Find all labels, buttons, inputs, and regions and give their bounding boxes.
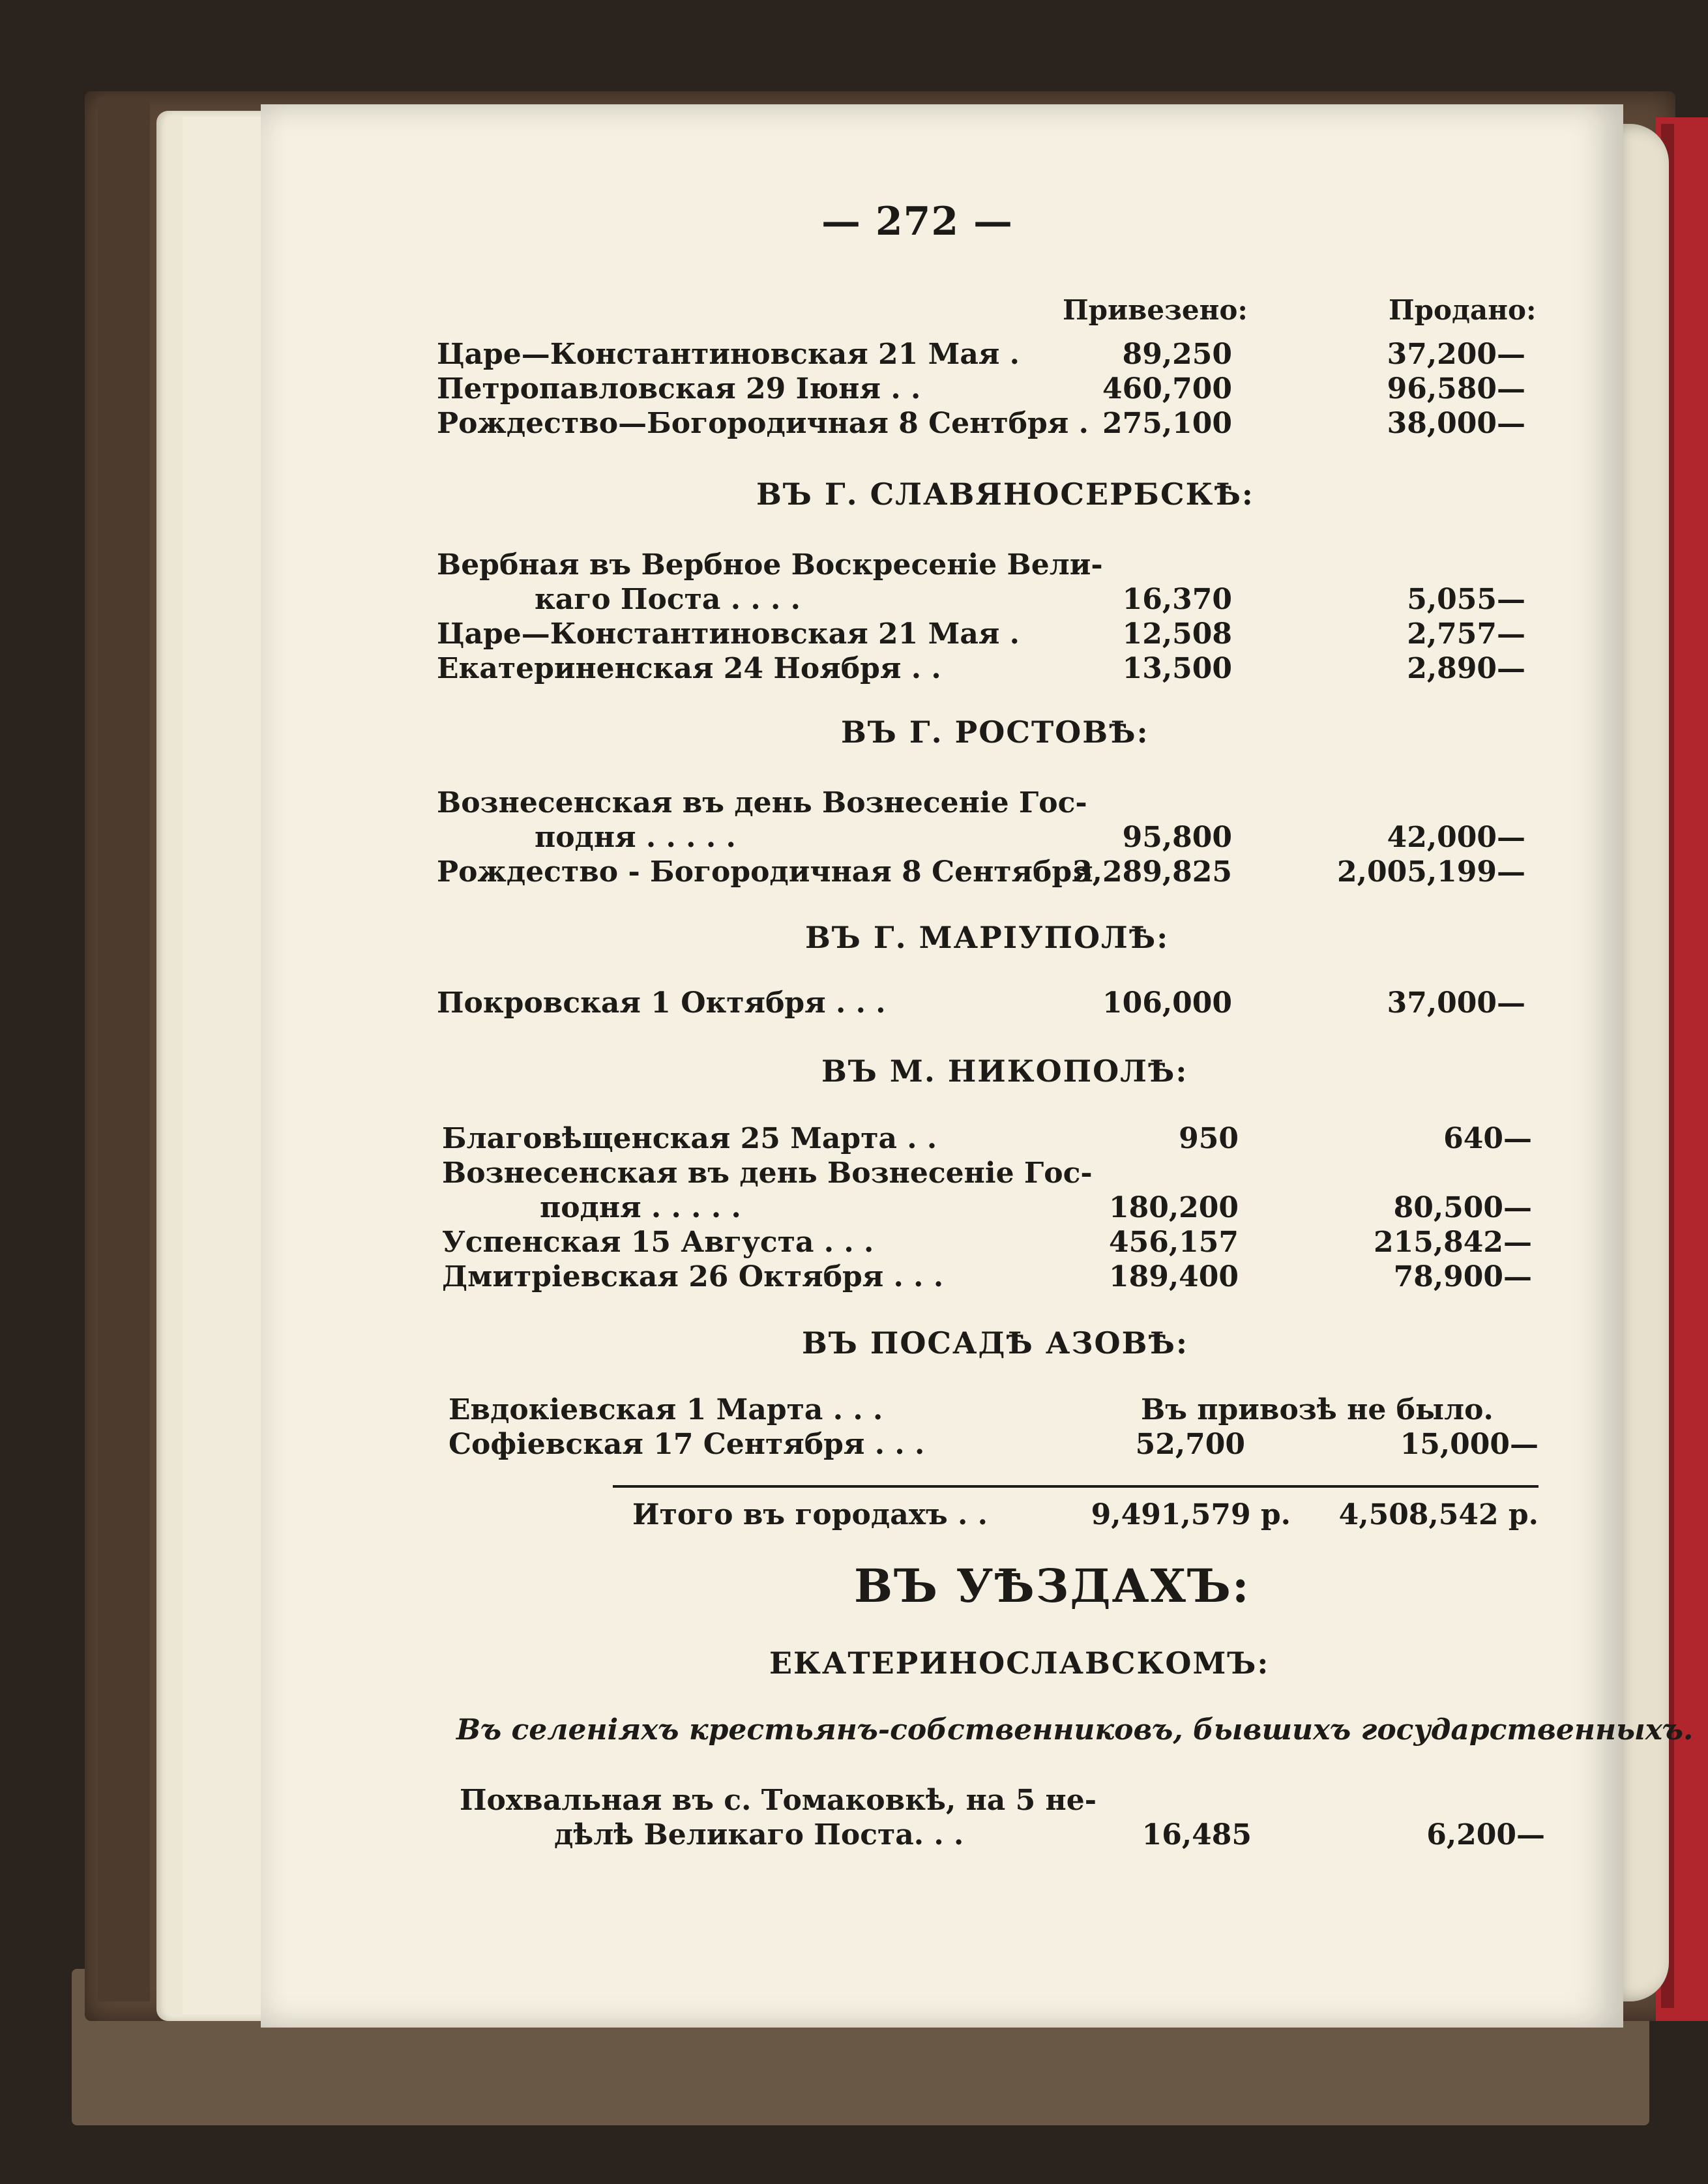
row-brought: 16,370 [1122,583,1232,616]
row-brought: 13,500 [1122,652,1232,685]
row-sold: 2,757— [1407,617,1525,651]
row-sold: 5,055— [1407,583,1525,616]
row-sold: 96,580— [1387,372,1525,406]
row-sold: 78,900— [1393,1260,1532,1293]
uezd-heading: ВЪ УѢЗДАХЪ: [854,1559,1250,1613]
row-label: Екатериненская 24 Ноября . . [437,652,941,685]
row-label: Царе—Константиновская 21 Мая . [437,338,1020,371]
row-label: Софіевская 17 Сентября . . . [449,1428,925,1461]
row-label: Покровская 1 Октября . . . [437,986,886,1020]
total-brought: 9,491,579 р. [1091,1498,1291,1531]
section-heading-mariupol: ВЪ Г. МАРІУПОЛѢ: [805,920,1170,955]
row-label: Дмитріевская 26 Октября . . . [442,1260,944,1293]
row-label: Рождество - Богородичная 8 Сентября [437,855,1093,889]
row-label: Успенская 15 Августа . . . [442,1226,874,1259]
italic-note: Въ селеніяхъ крестьянъ-собственниковъ, бывшихъ государственныхъ. [456,1713,1694,1747]
row-brought: 95,800 [1122,821,1232,854]
section-heading-nikopol: ВЪ М. НИКОПОЛѢ: [821,1054,1188,1089]
row-label-cont: каго Поста . . . . [535,583,801,616]
row-sold: 38,000— [1387,407,1525,440]
row-sold: 37,200— [1387,338,1525,371]
row-label: Евдокіевская 1 Марта . . . [449,1393,883,1426]
row-brought: 460,700 [1102,372,1232,406]
row-brought: 189,400 [1108,1260,1239,1293]
row-label-cont: дѣлѣ Великаго Поста. . . [554,1818,964,1852]
row-sold: 640— [1443,1122,1532,1155]
col-header-sold: Продано: [1389,294,1537,326]
row-sold: 15,000— [1400,1428,1539,1461]
total-rule [613,1485,1539,1488]
section-heading-azov: ВЪ ПОСАДѢ АЗОВѢ: [802,1325,1188,1361]
row-label: Благовѣщенская 25 Марта . . [442,1122,937,1155]
row-brought: 12,508 [1122,617,1232,651]
row-label: Похвальная въ с. Томаковкѣ, на 5 не- [460,1784,1097,1817]
row-label: Рождество—Богородичная 8 Сентбря . [437,407,1089,440]
row-label-cont: подня . . . . . [535,821,736,854]
cover-spine [98,98,150,2001]
row-sold: 2,005,199— [1337,855,1525,889]
section-heading-rostov: ВЪ Г. РОСТОВѢ: [841,715,1149,750]
total-sold: 4,508,542 р. [1338,1498,1539,1531]
row-brought: 52,700 [1135,1428,1245,1461]
total-label: Итого въ городахъ . . [632,1498,988,1531]
row-label: Вознесенская въ день Вознесеніе Гос- [442,1157,1093,1190]
row-note: Въ привозѣ не было. [1141,1393,1494,1426]
row-sold: 37,000— [1387,986,1525,1020]
row-label-cont: подня . . . . . [540,1191,741,1224]
row-brought: 106,000 [1102,986,1232,1020]
row-label: Царе—Константиновская 21 Мая . [437,617,1020,651]
row-brought: 89,250 [1122,338,1232,371]
section-heading-slavyanoserbsk: ВЪ Г. СЛАВЯНОСЕРБСКѢ: [756,477,1254,512]
row-brought: 456,157 [1108,1226,1239,1259]
page-number: — 272 — [821,199,1014,244]
row-brought: 3,289,825 [1072,855,1232,889]
row-sold: 80,500— [1393,1191,1532,1224]
row-label: Вознесенская въ день Вознесеніе Гос- [437,786,1087,819]
col-header-brought: Привезено: [1063,294,1248,326]
section-heading-ekaterinoslav: ЕКАТЕРИНОСЛАВСКОМЪ: [769,1645,1270,1681]
row-brought: 180,200 [1108,1191,1239,1224]
row-sold: 6,200— [1426,1818,1545,1852]
row-brought: 16,485 [1141,1818,1252,1852]
row-brought: 950 [1179,1122,1239,1155]
row-label: Петропавловская 29 Іюня . . [437,372,921,406]
row-brought: 275,100 [1102,407,1232,440]
row-sold: 2,890— [1407,652,1525,685]
row-label: Вербная въ Вербное Воскресеніе Вели- [437,548,1103,582]
row-sold: 42,000— [1387,821,1525,854]
row-sold: 215,842— [1373,1226,1532,1259]
